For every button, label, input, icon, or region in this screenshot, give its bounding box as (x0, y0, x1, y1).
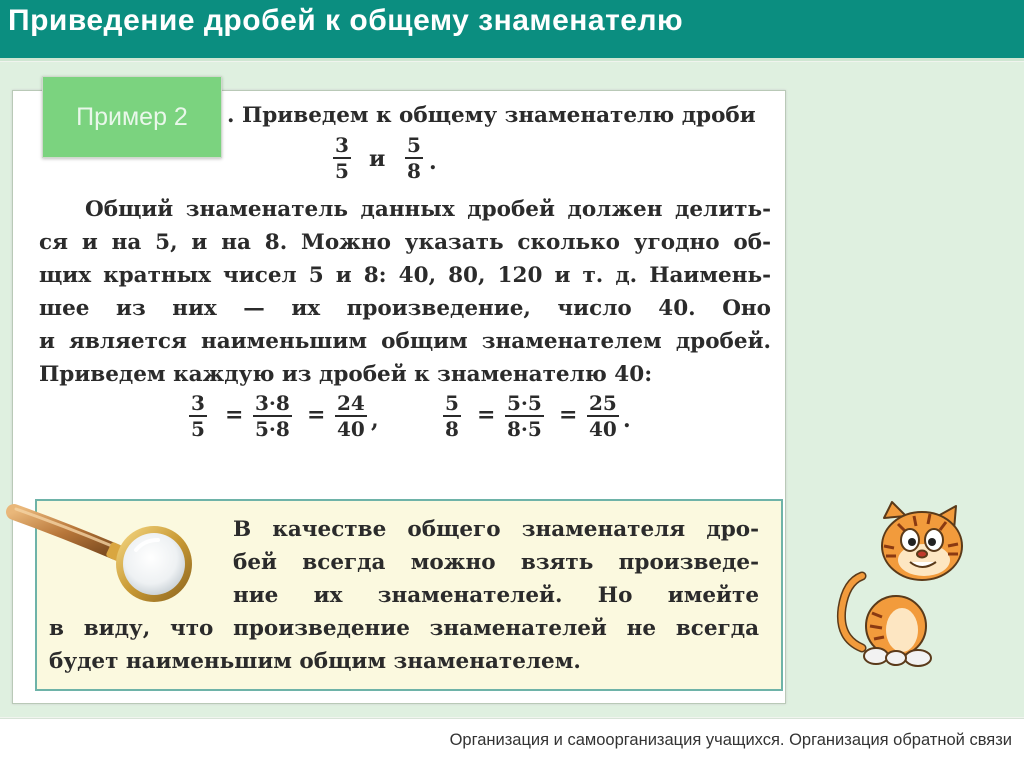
fraction-denominator: 5·8 (255, 417, 290, 441)
fraction-denominator: 5 (191, 417, 205, 441)
magnifier-icon (4, 500, 204, 610)
paragraph-line-6: Приведем каждую из дробей к знаменателю 40: (39, 362, 653, 387)
fraction-numerator: 3 (191, 391, 205, 415)
footer-bar (0, 718, 1024, 768)
fraction-denominator: 8·5 (507, 417, 542, 441)
fraction-numerator: 24 (337, 391, 365, 415)
note-line-4: в виду, что произведение знаменателей не всегда (49, 616, 759, 641)
intro-conjunction: и (369, 146, 386, 172)
fraction-numerator: 3 (335, 133, 349, 157)
example-badge (42, 76, 222, 158)
fraction-denominator: 8 (407, 159, 421, 183)
equals-sign: = (225, 402, 244, 428)
eq1-fraction-3 (335, 391, 367, 441)
intro-text: . Приведем к общему знаменателю дроби (227, 103, 756, 128)
note-line-2: бей всегда можно взять произведе- (233, 550, 759, 575)
paragraph-line-2: ся и на 5, и на 8. Можно указать сколько угодно об- (39, 230, 771, 255)
intro-fraction-1 (333, 133, 351, 183)
fraction-numerator: 3·8 (255, 391, 290, 415)
eq2-fraction-1 (443, 391, 461, 441)
textbook-page (12, 90, 786, 704)
equation-period: . (623, 407, 631, 433)
paragraph-line-3: щих кратных чисел 5 и 8: 40, 80, 120 и т. д. Наимень- (39, 263, 771, 288)
fraction-numerator: 25 (589, 391, 617, 415)
footer-text: Организация и самоорганизация учащихся. Организация обратной связи (449, 731, 1012, 749)
equals-sign: = (559, 402, 578, 428)
title-bar (0, 0, 1024, 61)
eq2-fraction-3 (587, 391, 619, 441)
equation-separator: , (371, 407, 379, 433)
fraction-numerator: 5 (407, 133, 421, 157)
note-line-5: будет наименьшим общим знаменателем. (49, 649, 581, 674)
eq1-fraction-2 (253, 391, 292, 441)
fraction-denominator: 5 (335, 159, 349, 183)
slide-title: Приведение дробей к общему знаменателю (8, 4, 684, 37)
tiger-cat-icon (832, 498, 982, 668)
paragraph-line-4: шее из них — их произведение, число 40. Оно (39, 296, 771, 321)
note-line-1: В качестве общего знаменателя дро- (233, 517, 759, 542)
fraction-denominator: 8 (445, 417, 459, 441)
fraction-numerator: 5 (445, 391, 459, 415)
fraction-denominator: 40 (589, 417, 617, 441)
example-badge-label: Пример 2 (76, 103, 188, 131)
fraction-numerator: 5·5 (507, 391, 542, 415)
eq2-fraction-2 (505, 391, 544, 441)
intro-fraction-2 (405, 133, 423, 183)
paragraph-line-1: Общий знаменатель данных дробей должен делить- (85, 197, 771, 222)
note-line-3: ние их знаменателей. Но имейте (233, 583, 759, 608)
eq1-fraction-1 (189, 391, 207, 441)
equals-sign: = (307, 402, 326, 428)
equals-sign: = (477, 402, 496, 428)
paragraph-line-5: и является наименьшим общим знаменателем дробей. (39, 329, 771, 354)
fraction-denominator: 40 (337, 417, 365, 441)
intro-period: . (429, 149, 437, 175)
